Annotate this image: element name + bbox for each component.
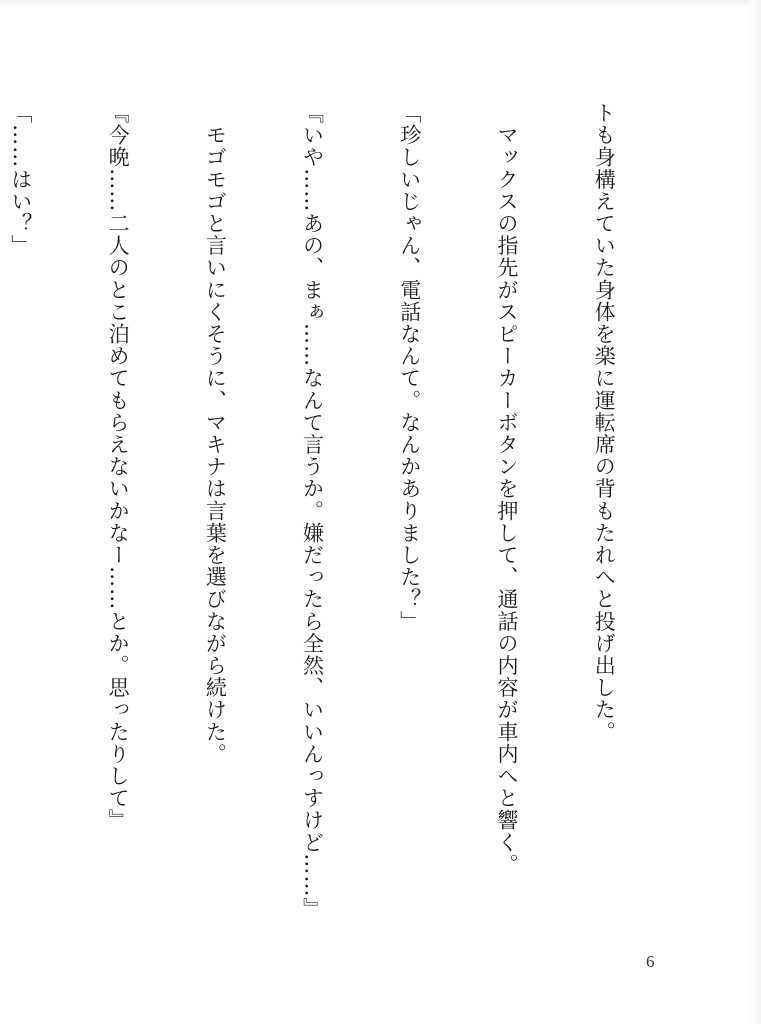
page-top-edge (0, 0, 761, 8)
text-line: マックスの指先がスピーカーボタンを押して、通話の内容が車内へと響く。 (494, 102, 519, 876)
page-number: 6 (646, 952, 655, 971)
vertical-body-text (0, 102, 685, 922)
text-line: 「……はい？」 (8, 102, 33, 257)
text-line: 『いや……あの、まぁ……なんて言うか。嫌だったら全然、いいんっすけど……』 (300, 102, 325, 920)
text-line: 『今晩……二人のとこ泊めてもらえないかなー……とか。思ったりして』 (106, 102, 131, 832)
text-line: モゴモゴと言いにくそうに、マキナは言葉を選びながら続けた。 (203, 102, 228, 765)
text-line: トも身構えていた身体を楽に運転席の背もたれへと投げ出した。 (592, 102, 617, 743)
page-right-edge (749, 0, 761, 1024)
text-line: 「珍しいじゃん、電話なんて。なんかありました？」 (397, 102, 422, 633)
